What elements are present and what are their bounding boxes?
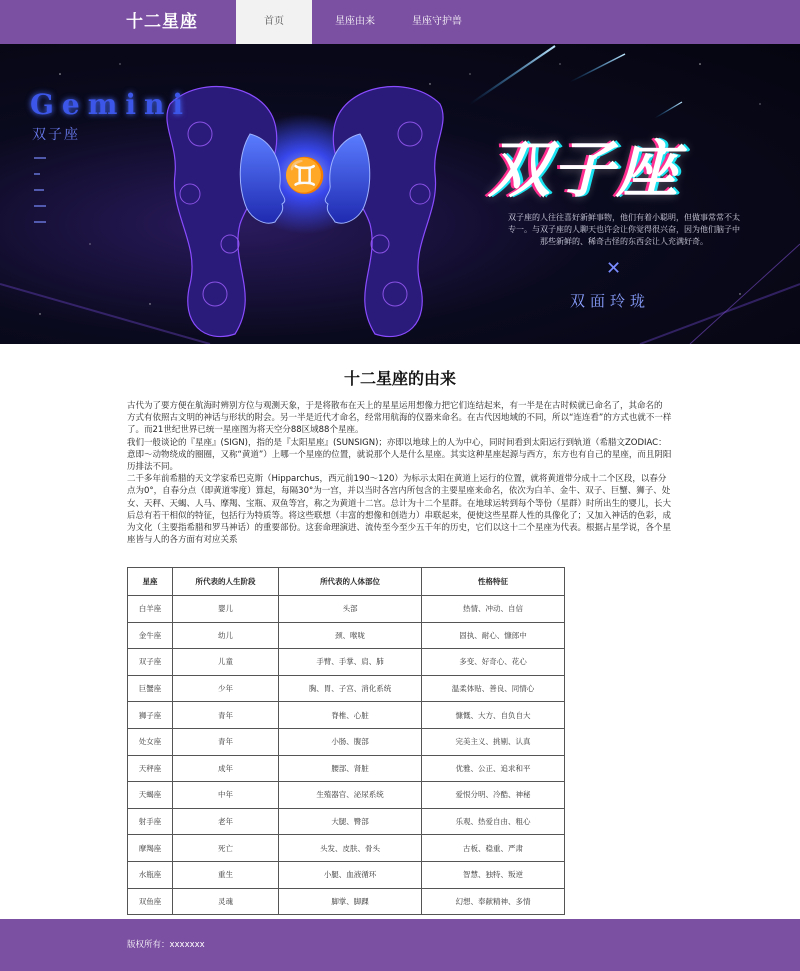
table-cell: 热情、冲动、自信: [422, 596, 565, 623]
table-cell: 优雅、公正、追求和平: [422, 755, 565, 782]
table-cell: 白羊座: [128, 596, 173, 623]
table-cell: 大腿、臀部: [279, 808, 422, 835]
table-row: [128, 808, 565, 835]
table-body: [128, 596, 565, 915]
table-row: [128, 888, 565, 915]
table-cell: 水瓶座: [128, 861, 173, 888]
table-cell: 幼儿: [172, 622, 278, 649]
column-header: 所代表的人体部位: [279, 568, 422, 596]
nav-item-origin[interactable]: 星座由来: [335, 16, 375, 27]
nav-item-guardian[interactable]: 星座守护兽: [412, 16, 462, 27]
table-cell: 慷慨、大方、自负自大: [422, 702, 565, 729]
article-body: [127, 400, 673, 546]
table-row: [128, 702, 565, 729]
main-nav: [236, 0, 476, 44]
table-row: [128, 755, 565, 782]
table-cell: 温柔体贴、善良、同情心: [422, 675, 565, 702]
table-row: [128, 622, 565, 649]
column-header: 所代表的人生阶段: [172, 568, 278, 596]
dash-decoration: [34, 158, 46, 222]
table-cell: 天秤座: [128, 755, 173, 782]
table-cell: 灵魂: [172, 888, 278, 915]
table-cell: 智慧、独特、叛逆: [422, 861, 565, 888]
table-cell: 完美主义、挑剔、认真: [422, 728, 565, 755]
table-row: [128, 728, 565, 755]
table-cell: 处女座: [128, 728, 173, 755]
banner-big-title: 双子座: [488, 133, 681, 206]
page-footer: [0, 919, 800, 971]
nav-item-home[interactable]: 首页: [236, 0, 312, 44]
table-cell: 手臂、手掌、肩、肺: [279, 649, 422, 676]
table-cell: 婴儿: [172, 596, 278, 623]
banner-subtitle: 双面玲珑: [570, 292, 651, 310]
table-cell: 颈、喉咙: [279, 622, 422, 649]
table-row: [128, 835, 565, 862]
table-cell: 青年: [172, 702, 278, 729]
table-cell: 青年: [172, 728, 278, 755]
table-cell: 双鱼座: [128, 888, 173, 915]
table-cell: 重生: [172, 861, 278, 888]
table-cell: 腰部、肾脏: [279, 755, 422, 782]
cross-icon: ✕: [606, 258, 622, 279]
table-cell: 小肠、腹部: [279, 728, 422, 755]
banner-small-title: 双子座: [32, 127, 80, 143]
banner-english-title: Gemini: [30, 88, 191, 121]
table-row: [128, 649, 565, 676]
banner-description: 双子座的人往往喜好新鲜事物，他们有着小聪明，但做事常常不太专一。与双子座的人聊天也许会让你觉得很兴奋，因为他们脑子中那些新鲜的、稀奇古怪的东西会让人充满好奇。: [508, 213, 740, 246]
table-cell: 儿童: [172, 649, 278, 676]
paragraph: 我们一般谈论的『星座』(SIGN)，指的是『太阳星座』(SUNSIGN)；亦即以地球上的人为中心，同时间看到太阳运行到轨道（希腊文ZODIAC：意即～动物绕成的圈圈，又称“黄道”）上哪一个星座的位置，就说那个人是什么星座。其实这种星座起源与西方，东方也有自己的星座，而且阴阳历排法不同。: [127, 437, 672, 473]
table-row: [128, 782, 565, 809]
table-cell: 头发、皮肤、骨头: [279, 835, 422, 862]
table-cell: 双子座: [128, 649, 173, 676]
table-cell: 爱恨分明、冷酷、神秘: [422, 782, 565, 809]
top-header: [0, 0, 800, 44]
table-cell: 胸、胃、子宫、消化系统: [279, 675, 422, 702]
table-cell: 狮子座: [128, 702, 173, 729]
table-row: [128, 675, 565, 702]
twins-illustration: [167, 87, 443, 337]
column-header: 性格特征: [422, 568, 565, 596]
table-cell: 摩羯座: [128, 835, 173, 862]
paragraph: 古代为了要方便在航海时辨别方位与观测天象，于是将散布在天上的星星运用想像力把它们连结起来，有一半是在古时候就已命名了，其命名的 方式有依照古文明的神话与形状的附会。另一半是近代才命名，经常用航海的仪器来命名。在古代因地域的不同，所以“连连看”的方式也就不一样了。而21世纪世界已统一星座图为将天空分88区域88个星座。: [127, 401, 672, 436]
table-cell: 头部: [279, 596, 422, 623]
table-cell: 少年: [172, 675, 278, 702]
table-cell: 古板、稳重、严肃: [422, 835, 565, 862]
table-cell: 天蝎座: [128, 782, 173, 809]
zodiac-table: [127, 567, 565, 915]
paragraph: 二千多年前希腊的天文学家希巴克斯（Hipparchus，西元前190～120）为标示太阳在黄道上运行的位置，就将黄道带分成十二个区段，以春分点为0°，自春分点（即黄道零度）算起，每隔30°为一宫，并以当时各宫内所包含的主要星座来命名，依次为白羊、金牛、双子、巨蟹、狮子、处女、天秤、天蝎、人马、摩羯、宝瓶、双鱼等宫，称之为黄道十二宫。总计为十二个星群。在地球运转到每个等份（星群）时所出生的婴儿，长大后总有若干相似的特征，包括行为特质等。将这些联想（丰富的想像和创造力）串联起来，便使这些星群人性的具像化了；又加入神话的色彩，成为文化（主要指希腊和罗马神话）的重要部份。这套命理演进、流传至今至少五千年的历史，它们以这十二个星座为代表。根据占星学说，各个星座皆与人的各方面有对应关系: [127, 474, 672, 546]
table-cell: 中年: [172, 782, 278, 809]
table-cell: 金牛座: [128, 622, 173, 649]
table-cell: 巨蟹座: [128, 675, 173, 702]
table-cell: 脚掌、脚踝: [279, 888, 422, 915]
table-cell: 老年: [172, 808, 278, 835]
table-cell: 脊椎、心脏: [279, 702, 422, 729]
table-cell: 小腿、血液循环: [279, 861, 422, 888]
table-cell: 射手座: [128, 808, 173, 835]
table-row: [128, 861, 565, 888]
table-cell: 乐观、热爱自由、粗心: [422, 808, 565, 835]
table-cell: 固执、耐心、慷郎中: [422, 622, 565, 649]
gemini-symbol-icon: ♊: [283, 156, 327, 196]
column-header: 星座: [128, 568, 173, 596]
page-title: 十二星座的由来: [343, 369, 456, 388]
table-cell: 幻想、奉献精神、多情: [422, 888, 565, 915]
copyright-text: 版权所有：xxxxxxx: [127, 940, 205, 950]
site-logo[interactable]: 十二星座: [126, 12, 198, 32]
table-header-row: [128, 568, 565, 596]
table-cell: 多变、好奇心、花心: [422, 649, 565, 676]
hero-banner: [0, 44, 800, 344]
table-cell: 死亡: [172, 835, 278, 862]
table-cell: 成年: [172, 755, 278, 782]
table-cell: 生殖器官、泌尿系统: [279, 782, 422, 809]
table-row: [128, 596, 565, 623]
